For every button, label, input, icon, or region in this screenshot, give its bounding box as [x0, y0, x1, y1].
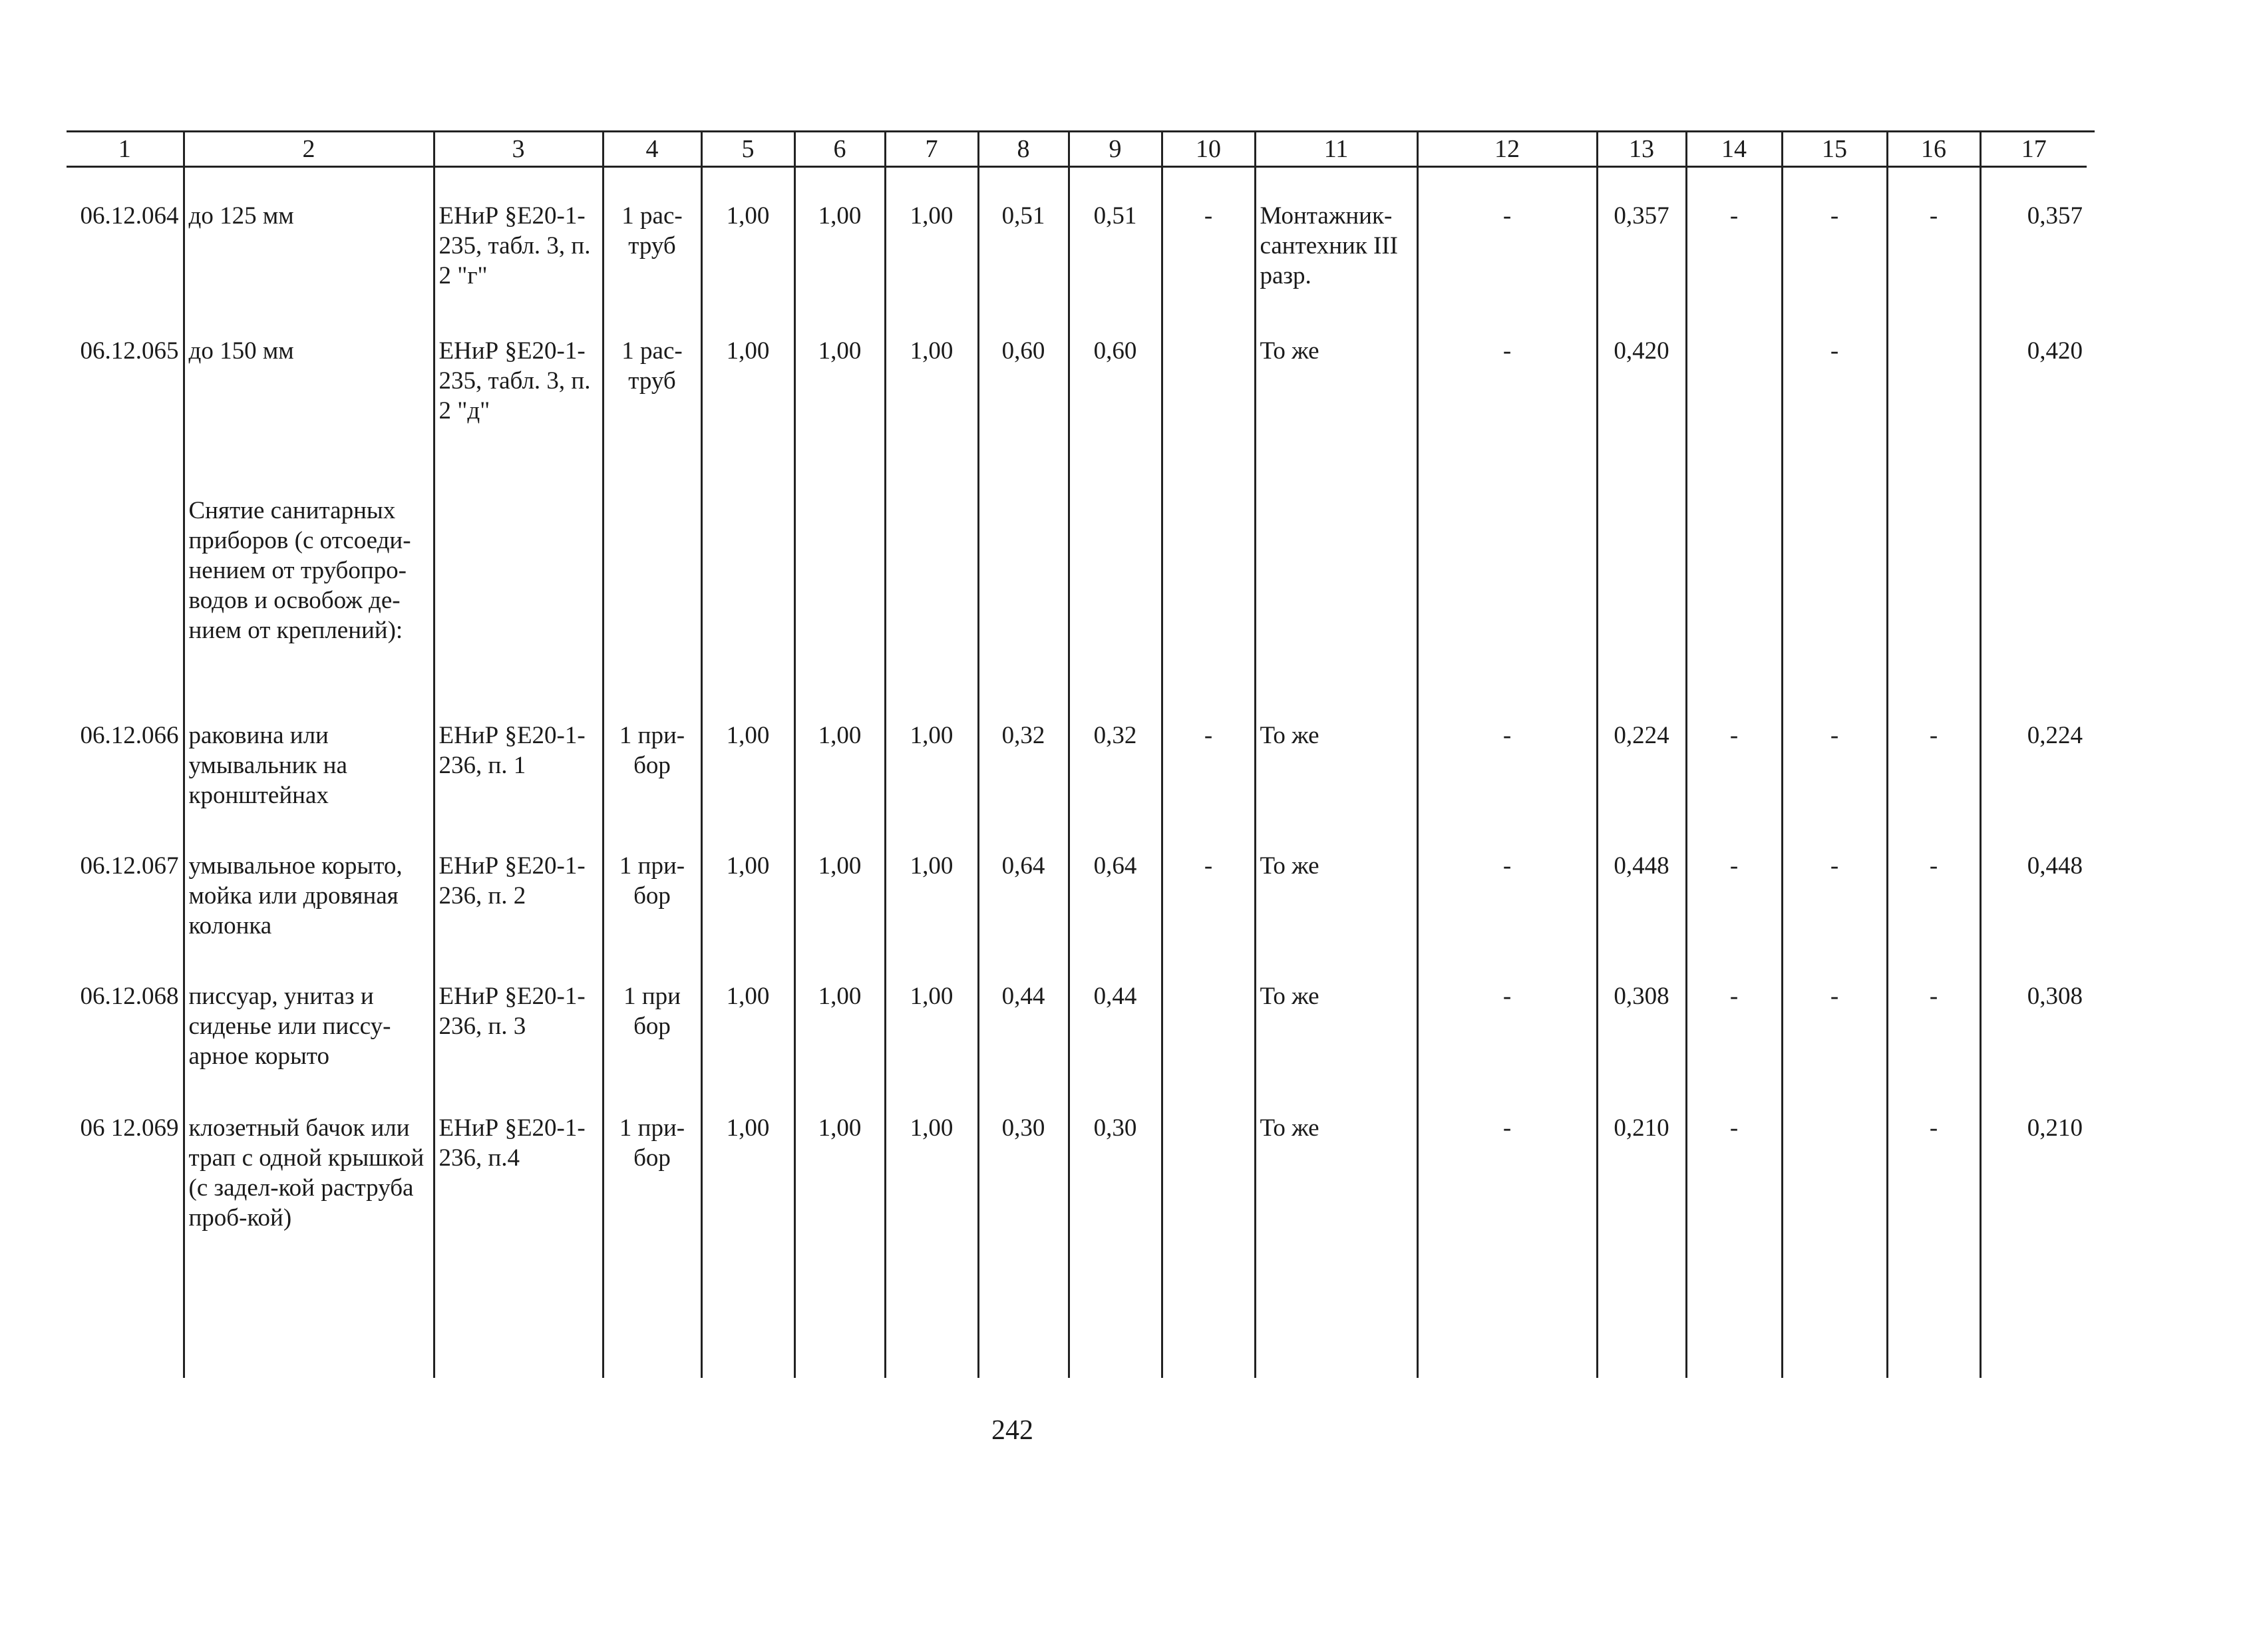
- header-col-3: 3: [434, 132, 603, 167]
- row-col-16: -: [1887, 715, 1980, 846]
- header-col-10: 10: [1162, 132, 1255, 167]
- row-col-6: 1,00: [794, 846, 885, 976]
- row-col-13: [1597, 490, 1686, 715]
- row-col-7: [885, 490, 978, 715]
- table-row: [67, 976, 2087, 1108]
- row-worker: [1255, 490, 1417, 715]
- table-row-section: [67, 490, 2087, 715]
- row-col-10: [1162, 1108, 1255, 1378]
- row-col-8: 0,30: [978, 1108, 1069, 1378]
- row-col-14: -: [1686, 1108, 1782, 1378]
- row-col-7: 1,00: [885, 846, 978, 976]
- row-reference: ЕНиР §Е20-1-235, табл. 3, п. 2 "г": [434, 167, 603, 331]
- row-col-15: -: [1782, 846, 1887, 976]
- row-col-16: -: [1887, 976, 1980, 1108]
- row-reference: ЕНиР §Е20-1-236, п.4: [434, 1108, 603, 1378]
- row-unit: 1 при-бор: [603, 1108, 701, 1378]
- row-unit: 1 рас-труб: [603, 331, 701, 490]
- row-col-10: -: [1162, 846, 1255, 976]
- rates-table: [67, 130, 2087, 1378]
- row-col-12: [1417, 490, 1597, 715]
- row-col-13: 0,210: [1597, 1108, 1686, 1378]
- row-col-17: 0,308: [1980, 976, 2087, 1108]
- row-col-13: 0,448: [1597, 846, 1686, 976]
- row-name: писсуар, унитаз и сиденье или писсу-арное корыто: [184, 976, 434, 1108]
- row-col-5: 1,00: [701, 846, 794, 976]
- row-col-14: -: [1686, 715, 1782, 846]
- header-row: [67, 132, 2087, 167]
- row-col-14: -: [1686, 976, 1782, 1108]
- row-name: клозетный бачок или трап с одной крышкой (с задел-кой раструба проб-кой): [184, 1108, 434, 1378]
- row-col-10: -: [1162, 167, 1255, 331]
- row-col-5: [701, 490, 794, 715]
- row-col-17: 0,210: [1980, 1108, 2087, 1378]
- header-col-11: 11: [1255, 132, 1417, 167]
- row-unit: [603, 490, 701, 715]
- row-col-15: [1782, 490, 1887, 715]
- rates-table-sheet: [67, 130, 2087, 1412]
- row-col-15: -: [1782, 715, 1887, 846]
- row-col-6: 1,00: [794, 167, 885, 331]
- row-col-9: 0,32: [1069, 715, 1162, 846]
- row-col-17: [1980, 490, 2087, 715]
- row-code: 06.12.067: [80, 852, 179, 880]
- row-worker: То же: [1255, 331, 1417, 490]
- header-col-1: 1: [67, 132, 184, 167]
- table-row: [67, 331, 2087, 490]
- row-col-16: [1887, 490, 1980, 715]
- row-col-9: 0,44: [1069, 976, 1162, 1108]
- row-code: [67, 490, 184, 715]
- row-col-10: [1162, 976, 1255, 1108]
- row-col-9: 0,60: [1069, 331, 1162, 490]
- table-row: [67, 846, 2087, 976]
- row-code: 06.12.064: [80, 202, 179, 230]
- row-unit: 1 при бор: [603, 976, 701, 1108]
- header-col-5: 5: [701, 132, 794, 167]
- row-col-15: -: [1782, 331, 1887, 490]
- row-col-8: 0,60: [978, 331, 1069, 490]
- row-code: 06.12.066: [80, 721, 179, 749]
- row-col-12: -: [1417, 167, 1597, 331]
- row-col-6: 1,00: [794, 976, 885, 1108]
- row-col-9: 0,51: [1069, 167, 1162, 331]
- row-col-5: 1,00: [701, 331, 794, 490]
- header-col-9: 9: [1069, 132, 1162, 167]
- row-name: раковина или умывальник на кронштейнах: [184, 715, 434, 846]
- row-col-7: 1,00: [885, 331, 978, 490]
- row-col-16: [1887, 331, 1980, 490]
- table-row: [67, 715, 2087, 846]
- row-col-5: 1,00: [701, 715, 794, 846]
- row-col-12: -: [1417, 976, 1597, 1108]
- row-worker: То же: [1255, 976, 1417, 1108]
- row-worker: То же: [1255, 715, 1417, 846]
- row-col-6: 1,00: [794, 715, 885, 846]
- row-unit: 1 рас-труб: [603, 167, 701, 331]
- header-col-13: 13: [1597, 132, 1686, 167]
- row-col-5: 1,00: [701, 167, 794, 331]
- row-code: 06.12.068: [80, 982, 179, 1010]
- row-col-7: 1,00: [885, 167, 978, 331]
- row-code: 06.12.065: [80, 337, 179, 365]
- header-col-7: 7: [885, 132, 978, 167]
- row-code: 06 12.069: [80, 1114, 179, 1142]
- row-worker: То же: [1255, 1108, 1417, 1378]
- row-reference: [434, 490, 603, 715]
- row-col-17: 0,420: [1980, 331, 2087, 490]
- row-col-10: -: [1162, 715, 1255, 846]
- header-col-12: 12: [1417, 132, 1597, 167]
- header-col-14: 14: [1686, 132, 1782, 167]
- row-col-12: -: [1417, 1108, 1597, 1378]
- row-reference: ЕНиР §Е20-1-235, табл. 3, п. 2 "д": [434, 331, 603, 490]
- row-col-13: 0,224: [1597, 715, 1686, 846]
- row-col-13: 0,308: [1597, 976, 1686, 1108]
- row-col-8: 0,64: [978, 846, 1069, 976]
- row-reference: ЕНиР §Е20-1-236, п. 3: [434, 976, 603, 1108]
- row-col-17: 0,357: [1980, 167, 2087, 331]
- row-col-14: [1686, 490, 1782, 715]
- row-worker: Монтажник-сантехник III разр.: [1255, 167, 1417, 331]
- row-unit: 1 при-бор: [603, 846, 701, 976]
- row-col-8: 0,44: [978, 976, 1069, 1108]
- row-reference: ЕНиР §Е20-1-236, п. 2: [434, 846, 603, 976]
- row-col-7: 1,00: [885, 976, 978, 1108]
- header-col-8: 8: [978, 132, 1069, 167]
- row-col-13: 0,357: [1597, 167, 1686, 331]
- row-col-12: -: [1417, 331, 1597, 490]
- row-col-12: -: [1417, 715, 1597, 846]
- header-col-16: 16: [1887, 132, 1980, 167]
- row-col-8: [978, 490, 1069, 715]
- table-row: [67, 167, 2087, 331]
- row-name: умывальное корыто, мойка или дровяная колонка: [184, 846, 434, 976]
- row-col-15: [1782, 1108, 1887, 1378]
- header-col-2: 2: [184, 132, 434, 167]
- table-row: [67, 1108, 2087, 1378]
- row-col-8: 0,32: [978, 715, 1069, 846]
- header-col-6: 6: [794, 132, 885, 167]
- row-col-9: 0,30: [1069, 1108, 1162, 1378]
- row-col-16: -: [1887, 167, 1980, 331]
- row-col-13: 0,420: [1597, 331, 1686, 490]
- row-col-9: 0,64: [1069, 846, 1162, 976]
- row-unit: 1 при-бор: [603, 715, 701, 846]
- row-col-17: 0,224: [1980, 715, 2087, 846]
- row-reference: ЕНиР §Е20-1-236, п. 1: [434, 715, 603, 846]
- row-col-5: 1,00: [701, 976, 794, 1108]
- header-col-17: 17: [1980, 132, 2087, 167]
- row-worker: То же: [1255, 846, 1417, 976]
- page-number: 242: [991, 1415, 1033, 1446]
- row-col-14: [1686, 331, 1782, 490]
- row-col-9: [1069, 490, 1162, 715]
- row-col-15: -: [1782, 976, 1887, 1108]
- row-col-14: -: [1686, 846, 1782, 976]
- row-col-7: 1,00: [885, 715, 978, 846]
- row-col-10: [1162, 490, 1255, 715]
- row-col-15: -: [1782, 167, 1887, 331]
- section-heading: Снятие санитарных приборов (с отсоеди-нением от трубопро-водов и освобож де-нием от креплений):: [184, 490, 434, 715]
- row-name: до 125 мм: [184, 167, 434, 331]
- header-rule-extension: [2087, 130, 2095, 132]
- row-col-6: 1,00: [794, 1108, 885, 1378]
- row-col-10: [1162, 331, 1255, 490]
- row-col-14: -: [1686, 167, 1782, 331]
- row-col-8: 0,51: [978, 167, 1069, 331]
- row-col-7: 1,00: [885, 1108, 978, 1378]
- row-col-16: -: [1887, 1108, 1980, 1378]
- row-col-16: -: [1887, 846, 1980, 976]
- row-name: до 150 мм: [184, 331, 434, 490]
- row-col-12: -: [1417, 846, 1597, 976]
- header-col-15: 15: [1782, 132, 1887, 167]
- row-col-6: 1,00: [794, 331, 885, 490]
- header-col-4: 4: [603, 132, 701, 167]
- row-col-6: [794, 490, 885, 715]
- row-col-5: 1,00: [701, 1108, 794, 1378]
- row-col-17: 0,448: [1980, 846, 2087, 976]
